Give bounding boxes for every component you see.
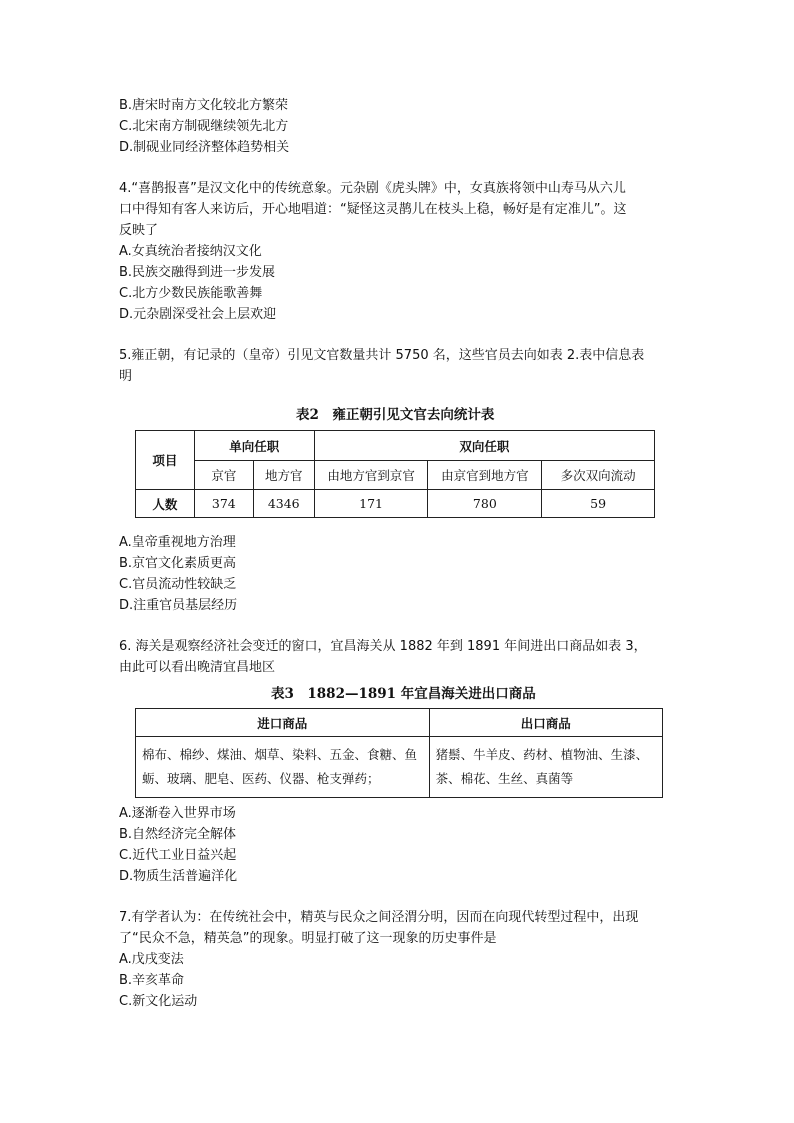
table2-header-double: 双向任职	[314, 431, 654, 461]
q3-option-b: B.唐宋时南方文化较北方繁荣	[119, 98, 289, 113]
q5-stem-line-2: 明	[119, 369, 133, 384]
table2-value-multiple: 59	[542, 490, 655, 518]
q5-option-d: D.注重官员基层经历	[119, 598, 238, 613]
q6-stem-line-2: 由此可以看出晚清宜昌地区	[119, 660, 276, 675]
q5-option-b: B.京官文化素质更高	[119, 556, 237, 571]
q5-option-a: A.皇帝重视地方治理	[119, 535, 236, 550]
q4-option-c: C.北方少数民族能歌善舞	[119, 286, 263, 301]
table3-caption: 表3 1882—1891 年宜昌海关进出口商品	[271, 686, 536, 702]
table2	[135, 430, 655, 518]
q7-stem-line-1: 7.有学者认为：在传统社会中，精英与民众之间泾渭分明，因而在向现代转型过程中，出现	[119, 910, 639, 925]
table3-header-imports: 进口商品	[136, 709, 430, 737]
table3-imports-line-2: 蛎、玻璃、肥皂、医药、仪器、枪支弹药；	[142, 771, 380, 786]
q7-option-a: A.戊戌变法	[119, 952, 184, 967]
table3-header-exports: 出口商品	[429, 709, 662, 737]
q4-stem-line-1: 4.“喜鹊报喜”是汉文化中的传统意象。元杂剧《虎头牌》中，女真族将领中山寿马从六儿	[119, 181, 626, 196]
table3	[135, 708, 663, 798]
q6-option-a: A.逐渐卷入世界市场	[119, 806, 236, 821]
table3-imports-cell	[136, 737, 430, 798]
table2-sub-capital-to-local: 由京官到地方官	[428, 461, 542, 490]
table2-sub-local-to-capital: 由地方官到京官	[314, 461, 428, 490]
q4-option-a: A.女真统治者接纳汉文化	[119, 244, 262, 259]
q6-option-b: B.自然经济完全解体	[119, 827, 237, 842]
table2-sub-difangguan: 地方官	[253, 461, 314, 490]
q4-stem-line-3: 反映了	[119, 223, 159, 238]
q5-option-c: C.官员流动性较缺乏	[119, 577, 237, 592]
table2-value-jingguan: 374	[194, 490, 253, 518]
table2-header-single: 单向任职	[194, 431, 314, 461]
table2-sub-jingguan: 京官	[194, 461, 253, 490]
table2-sub-multiple: 多次双向流动	[542, 461, 655, 490]
q6-option-d: D.物质生活普遍洋化	[119, 869, 238, 884]
table3-exports-cell	[429, 737, 662, 798]
table3-imports-line-1: 棉布、棉纱、煤油、烟草、染料、五金、食糖、鱼	[142, 747, 418, 762]
q6-stem-line-1: 6. 海关是观察经济社会变迁的窗口，宜昌海关从 1882 年到 1891 年间进出口商品如表 3，	[119, 639, 647, 654]
table2-value-capital-to-local: 780	[428, 490, 542, 518]
q4-option-b: B.民族交融得到进一步发展	[119, 265, 276, 280]
q7-option-c: C.新文化运动	[119, 994, 198, 1009]
q6-option-c: C.近代工业日益兴起	[119, 848, 237, 863]
q7-option-b: B.辛亥革命	[119, 973, 185, 988]
q3-option-d: D.制砚业同经济整体趋势相关	[119, 140, 290, 155]
q4-stem-line-2: 口中得知有客人来访后，开心地唱道：“疑怪这灵鹊儿在枝头上稳，畅好是有定准儿”。这	[119, 202, 627, 217]
q4-option-d: D.元杂剧深受社会上层欢迎	[119, 307, 277, 322]
table2-row-label: 人数	[136, 490, 195, 518]
q3-option-c: C.北宋南方制砚继续领先北方	[119, 119, 289, 134]
q5-stem-line-1: 5.雍正朝，有记录的（皇帝）引见文官数量共计 5750 名，这些官员去向如表 2.表中信息表	[119, 348, 645, 363]
table2-value-local-to-capital: 171	[314, 490, 428, 518]
table3-exports-line-2: 茶、棉花、生丝、真菌等	[435, 771, 574, 786]
table2-value-difangguan: 4346	[253, 490, 314, 518]
table2-caption: 表2 雍正朝引见文官去向统计表	[296, 407, 495, 423]
table2-header-item: 项目	[136, 431, 195, 490]
table3-exports-line-1: 猪鬃、牛羊皮、药材、植物油、生漆、	[435, 747, 649, 762]
q7-stem-line-2: 了“民众不急，精英急”的现象。明显打破了这一现象的历史事件是	[119, 931, 497, 946]
